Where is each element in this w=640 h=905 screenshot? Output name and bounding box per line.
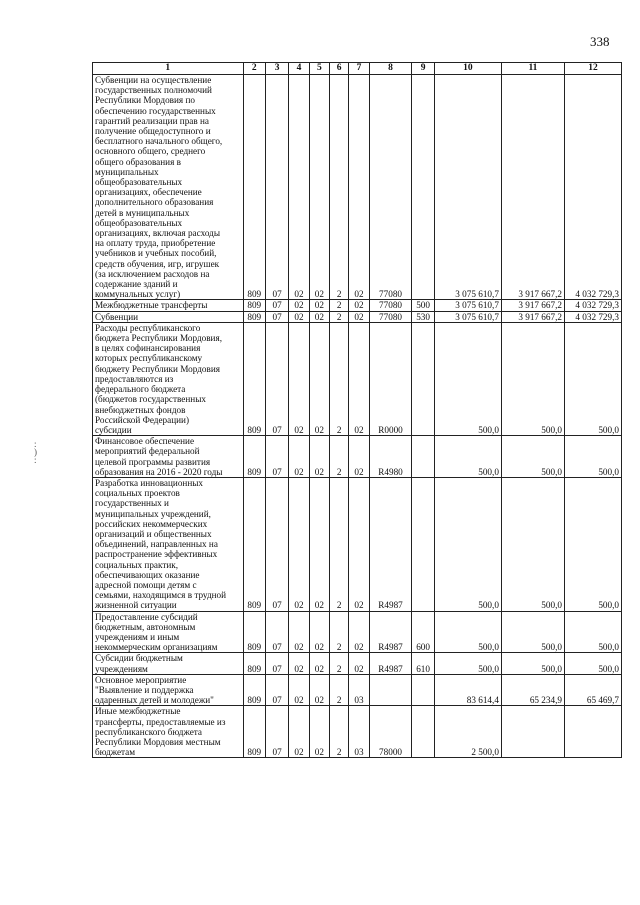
cell-col-12: 500,0 — [564, 653, 621, 674]
cell-col-9 — [412, 477, 434, 611]
cell-col-3: 07 — [265, 674, 288, 706]
cell-col-3: 07 — [265, 477, 288, 611]
table-row — [93, 477, 622, 611]
col-header-11: 11 — [501, 63, 564, 75]
cell-col-10: 500,0 — [434, 477, 501, 611]
cell-col-4: 02 — [289, 674, 309, 706]
cell-col-5: 02 — [309, 706, 329, 758]
col-header-4: 4 — [289, 63, 309, 75]
cell-col-4: 02 — [289, 477, 309, 611]
col-header-1: 1 — [93, 63, 244, 75]
cell-col-11: 65 234,9 — [501, 674, 564, 706]
cell-col-8: 77080 — [369, 75, 412, 300]
table-row — [93, 674, 622, 706]
cell-col-3: 07 — [265, 300, 288, 311]
col-header-6: 6 — [330, 63, 349, 75]
table-row — [93, 611, 622, 653]
cell-col-5: 02 — [309, 300, 329, 311]
cell-col-12: 500,0 — [564, 477, 621, 611]
cell-col-4: 02 — [289, 75, 309, 300]
cell-col-8: R4987 — [369, 477, 412, 611]
cell-col-10: 3 075 610,7 — [434, 75, 501, 300]
col-header-12: 12 — [564, 63, 621, 75]
cell-col-11: 3 917 667,2 — [501, 300, 564, 311]
col-header-5: 5 — [309, 63, 329, 75]
cell-col-2: 809 — [243, 75, 265, 300]
cell-col-6: 2 — [330, 75, 349, 300]
cell-col-7: 02 — [349, 300, 369, 311]
cell-col-7: 03 — [349, 706, 369, 758]
cell-col-8: 78000 — [369, 706, 412, 758]
cell-col-12: 500,0 — [564, 436, 621, 478]
cell-col-10: 3 075 610,7 — [434, 300, 501, 311]
col-header-10: 10 — [434, 63, 501, 75]
cell-col-4: 02 — [289, 436, 309, 478]
cell-col-10: 500,0 — [434, 611, 501, 653]
cell-col-2: 809 — [243, 436, 265, 478]
cell-col-7: 02 — [349, 653, 369, 674]
cell-col-4: 02 — [289, 653, 309, 674]
cell-col-3: 07 — [265, 611, 288, 653]
cell-col-5: 02 — [309, 674, 329, 706]
cell-col-4: 02 — [289, 706, 309, 758]
cell-col-8: R4987 — [369, 611, 412, 653]
table-row — [93, 436, 622, 478]
cell-col-4: 02 — [289, 611, 309, 653]
cell-col-10: 500,0 — [434, 436, 501, 478]
table-row — [93, 706, 622, 758]
cell-col-11: 500,0 — [501, 436, 564, 478]
cell-col-9 — [412, 706, 434, 758]
cell-col-7: 02 — [349, 436, 369, 478]
row-name: Субсидии бюджетным учреждениям — [93, 653, 244, 674]
col-header-7: 7 — [349, 63, 369, 75]
cell-col-8: R0000 — [369, 322, 412, 435]
cell-col-2: 809 — [243, 300, 265, 311]
cell-col-11: 500,0 — [501, 653, 564, 674]
cell-col-7: 03 — [349, 674, 369, 706]
cell-col-2: 809 — [243, 477, 265, 611]
table-row — [93, 300, 622, 311]
cell-col-4: 02 — [289, 311, 309, 322]
row-name: Расходы республиканского бюджета Республики Мордовия, в целях софинансирования которых республиканскому бюджету Республики Мордовия предоставляются из федерального бюджета (бюджетов государственных внебюджетных фондов Российской Федерации) субсидии — [93, 322, 244, 435]
col-header-2: 2 — [243, 63, 265, 75]
cell-col-6: 2 — [330, 611, 349, 653]
row-name: Субвенции на осуществление государственных полномочий Республики Мордовия по обеспечению государственных гарантий реализации прав на получение общедоступного и бесплатного начального общего, основного общего, среднего общего образования в муниципальных общеобразовательных организациях, обеспечение дополнительного образования детей в муниципальных общеобразовательных организациях, включая расходы на оплату труда, приобретение учебников и учебных пособий, средств обучения, игр, игрушек (за исключением расходов на содержание зданий и коммунальных услуг) — [93, 75, 244, 300]
cell-col-12: 4 032 729,3 — [564, 311, 621, 322]
cell-col-6: 2 — [330, 300, 349, 311]
cell-col-3: 07 — [265, 322, 288, 435]
cell-col-6: 2 — [330, 706, 349, 758]
cell-col-8: R4980 — [369, 436, 412, 478]
cell-col-3: 07 — [265, 653, 288, 674]
row-name: Межбюджетные трансферты — [93, 300, 244, 311]
cell-col-2: 809 — [243, 706, 265, 758]
cell-col-9 — [412, 75, 434, 300]
cell-col-12: 500,0 — [564, 322, 621, 435]
cell-col-8 — [369, 674, 412, 706]
cell-col-5: 02 — [309, 477, 329, 611]
cell-col-7: 02 — [349, 75, 369, 300]
cell-col-7: 02 — [349, 611, 369, 653]
cell-col-9: 500 — [412, 300, 434, 311]
row-name: Иные межбюджетные трансферты, предоставляемые из республиканского бюджета Республики Мордовия местным бюджетам — [93, 706, 244, 758]
cell-col-9 — [412, 436, 434, 478]
cell-col-10: 83 614,4 — [434, 674, 501, 706]
cell-col-9: 610 — [412, 653, 434, 674]
cell-col-3: 07 — [265, 706, 288, 758]
cell-col-7: 02 — [349, 322, 369, 435]
cell-col-11: 3 917 667,2 — [501, 75, 564, 300]
cell-col-6: 2 — [330, 311, 349, 322]
cell-col-3: 07 — [265, 311, 288, 322]
margin-mark: : ) : — [34, 439, 37, 465]
col-header-8: 8 — [369, 63, 412, 75]
row-name: Предоставление субсидий бюджетным, автономным учреждениям и иным некоммерческим организациям — [93, 611, 244, 653]
cell-col-2: 809 — [243, 311, 265, 322]
cell-col-2: 809 — [243, 674, 265, 706]
table-body — [93, 75, 622, 758]
cell-col-9: 530 — [412, 311, 434, 322]
table-row — [93, 311, 622, 322]
cell-col-6: 2 — [330, 674, 349, 706]
cell-col-12: 4 032 729,3 — [564, 300, 621, 311]
cell-col-3: 07 — [265, 75, 288, 300]
cell-col-7: 02 — [349, 477, 369, 611]
cell-col-6: 2 — [330, 653, 349, 674]
cell-col-12: 500,0 — [564, 611, 621, 653]
cell-col-10: 2 500,0 — [434, 706, 501, 758]
cell-col-5: 02 — [309, 653, 329, 674]
cell-col-5: 02 — [309, 611, 329, 653]
cell-col-2: 809 — [243, 322, 265, 435]
page-number: 338 — [590, 34, 610, 49]
table-row — [93, 653, 622, 674]
cell-col-4: 02 — [289, 322, 309, 435]
col-header-3: 3 — [265, 63, 288, 75]
cell-col-2: 809 — [243, 653, 265, 674]
row-name: Основное мероприятие "Выявление и поддержка одаренных детей и молодежи" — [93, 674, 244, 706]
row-name: Разработка инновационных социальных проектов государственных и муниципальных учреждений, российских некоммерческих организаций и общественных объединений, направленных на распространение эффективных социальных практик, обеспечивающих оказание адресной помощи детям с семьями, находящимся в трудной жизненной ситуации — [93, 477, 244, 611]
cell-col-12 — [564, 706, 621, 758]
cell-col-3: 07 — [265, 436, 288, 478]
cell-col-4: 02 — [289, 300, 309, 311]
cell-col-5: 02 — [309, 311, 329, 322]
cell-col-11: 500,0 — [501, 322, 564, 435]
cell-col-6: 2 — [330, 477, 349, 611]
cell-col-11: 500,0 — [501, 477, 564, 611]
cell-col-6: 2 — [330, 436, 349, 478]
cell-col-8: 77080 — [369, 300, 412, 311]
cell-col-10: 3 075 610,7 — [434, 311, 501, 322]
cell-col-2: 809 — [243, 611, 265, 653]
header-row — [93, 63, 622, 75]
cell-col-7: 02 — [349, 311, 369, 322]
row-name: Финансовое обеспечение мероприятий федеральной целевой программы развития образования на 2016 - 2020 годы — [93, 436, 244, 478]
cell-col-9 — [412, 674, 434, 706]
cell-col-8: R4987 — [369, 653, 412, 674]
cell-col-9 — [412, 322, 434, 435]
cell-col-5: 02 — [309, 322, 329, 435]
table-row — [93, 322, 622, 435]
table-row — [93, 75, 622, 300]
cell-col-12: 4 032 729,3 — [564, 75, 621, 300]
col-header-9: 9 — [412, 63, 434, 75]
cell-col-10: 500,0 — [434, 653, 501, 674]
cell-col-11: 500,0 — [501, 611, 564, 653]
cell-col-5: 02 — [309, 436, 329, 478]
cell-col-8: 77080 — [369, 311, 412, 322]
cell-col-6: 2 — [330, 322, 349, 435]
budget-table — [92, 62, 622, 758]
cell-col-11 — [501, 706, 564, 758]
cell-col-9: 600 — [412, 611, 434, 653]
cell-col-11: 3 917 667,2 — [501, 311, 564, 322]
cell-col-12: 65 469,7 — [564, 674, 621, 706]
cell-col-10: 500,0 — [434, 322, 501, 435]
row-name: Субвенции — [93, 311, 244, 322]
cell-col-5: 02 — [309, 75, 329, 300]
